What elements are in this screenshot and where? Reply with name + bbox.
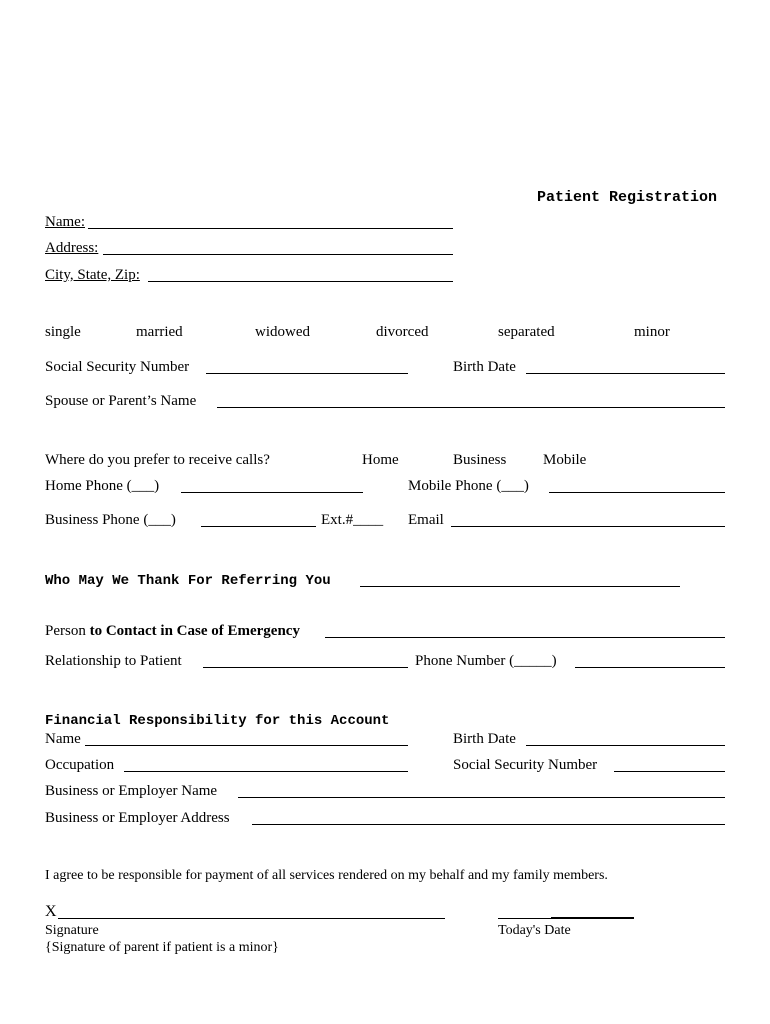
email-label: Email [408, 512, 444, 528]
city-state-zip-field[interactable] [148, 281, 453, 282]
date-field[interactable] [498, 918, 634, 919]
date-field-accent [551, 917, 634, 918]
employer-name-label: Business or Employer Name [45, 783, 218, 799]
call-option-business[interactable]: Business [453, 452, 507, 468]
relationship-field[interactable] [203, 667, 408, 668]
occupation-label: Occupation [45, 757, 115, 773]
spouse-label: Spouse or Parent’s Name [45, 393, 197, 409]
ssn-label: Social Security Number [45, 359, 190, 375]
city-state-zip-label: City, State, Zip: [45, 267, 140, 283]
financial-birth-date-field[interactable] [526, 745, 725, 746]
name-field[interactable] [88, 228, 453, 229]
date-label: Today's Date [498, 923, 571, 938]
parent-signature-note: {Signature of parent if patient is a minor} [45, 940, 279, 955]
financial-name-field[interactable] [85, 745, 408, 746]
home-phone-field[interactable] [181, 492, 363, 493]
address-field[interactable] [103, 254, 453, 255]
referral-field[interactable] [360, 586, 680, 587]
signature-field[interactable] [58, 918, 445, 919]
signature-x-mark: X [45, 903, 57, 920]
financial-ssn-field[interactable] [614, 771, 725, 772]
status-option-separated[interactable]: separated [498, 324, 555, 340]
calls-question: Where do you prefer to receive calls? [45, 452, 270, 468]
email-field[interactable] [451, 526, 725, 527]
mobile-phone-field[interactable] [549, 492, 725, 493]
emergency-contact-label: Person to Contact in Case of Emergency [45, 623, 300, 639]
page-title: Patient Registration [537, 189, 718, 206]
status-option-married[interactable]: married [136, 324, 183, 340]
status-option-divorced[interactable]: divorced [376, 324, 429, 340]
ext-label: Ext.#____ [321, 512, 384, 528]
birth-date-field[interactable] [526, 373, 725, 374]
business-phone-field[interactable] [201, 526, 316, 527]
home-phone-label: Home Phone (___) [45, 478, 160, 494]
call-option-home[interactable]: Home [362, 452, 399, 468]
signature-label: Signature [45, 923, 99, 938]
emergency-phone-label: Phone Number (_____) [415, 653, 557, 669]
relationship-label: Relationship to Patient [45, 653, 182, 669]
birth-date-label: Birth Date [453, 359, 516, 375]
status-option-single[interactable]: single [45, 324, 81, 340]
financial-heading: Financial Responsibility for this Account [45, 713, 390, 729]
employer-address-field[interactable] [252, 824, 725, 825]
referral-label: Who May We Thank For Referring You [45, 573, 331, 589]
spouse-field[interactable] [217, 407, 725, 408]
occupation-field[interactable] [124, 771, 408, 772]
employer-address-label: Business or Employer Address [45, 810, 230, 826]
ssn-field[interactable] [206, 373, 408, 374]
emergency-phone-field[interactable] [575, 667, 725, 668]
business-phone-label: Business Phone (___) [45, 512, 176, 528]
name-label: Name: [45, 214, 85, 230]
status-option-minor[interactable]: minor [634, 324, 670, 340]
employer-name-field[interactable] [238, 797, 725, 798]
status-option-widowed[interactable]: widowed [255, 324, 310, 340]
address-label: Address: [45, 240, 99, 256]
emergency-contact-field[interactable] [325, 637, 725, 638]
financial-ssn-label: Social Security Number [453, 757, 598, 773]
call-option-mobile[interactable]: Mobile [543, 452, 587, 468]
financial-birth-date-label: Birth Date [453, 731, 516, 747]
financial-name-label: Name [45, 731, 81, 747]
mobile-phone-label: Mobile Phone (___) [408, 478, 529, 494]
agreement-text: I agree to be responsible for payment of all services rendered on my behalf and my family members. [45, 868, 608, 883]
